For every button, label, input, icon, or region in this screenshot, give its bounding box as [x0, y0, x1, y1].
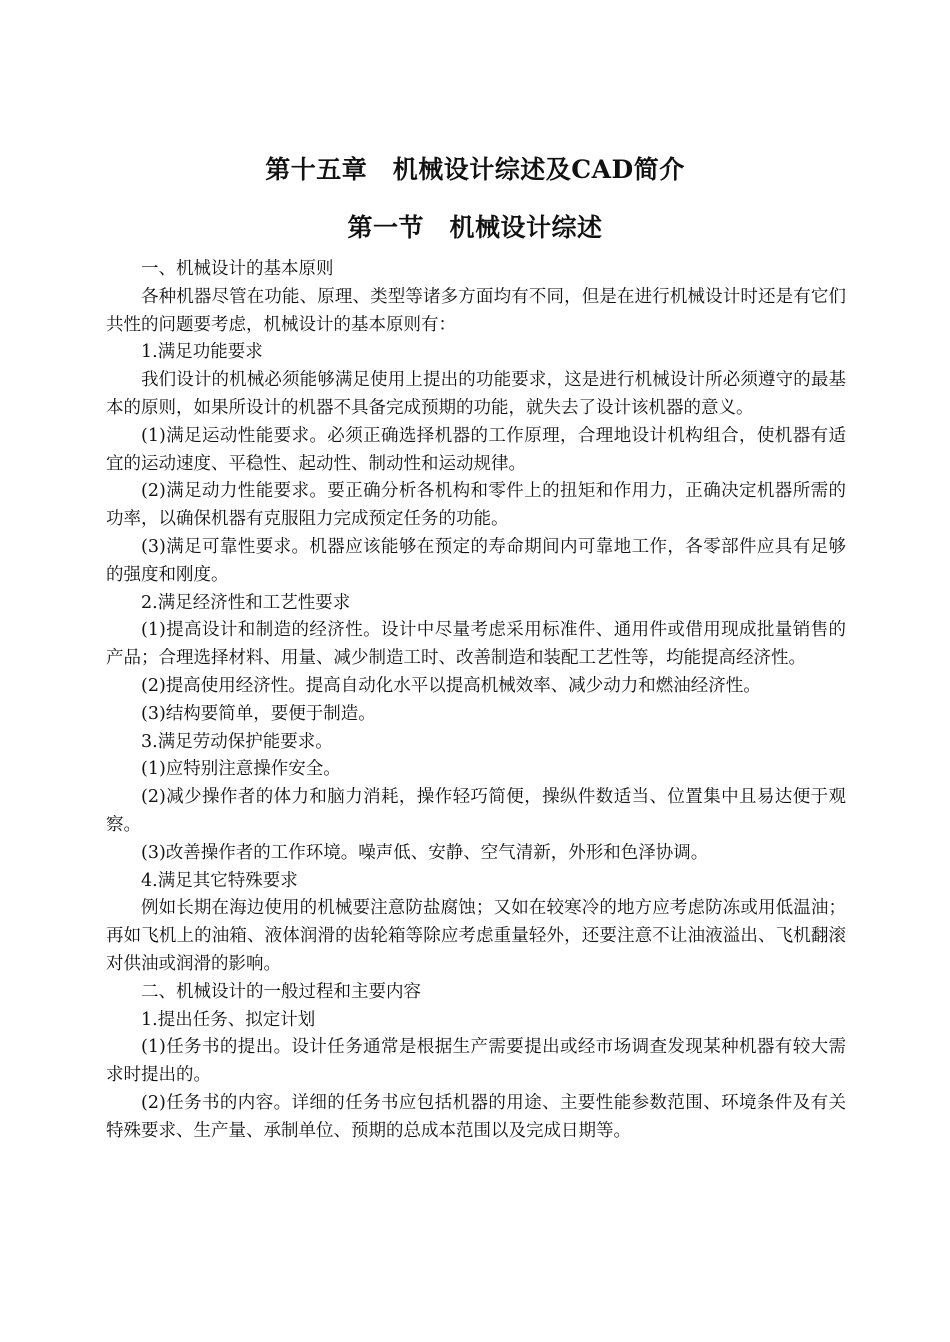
list-item: (3)改善操作者的工作环境。噪声低、安静、空气清新，外形和色泽协调。 [141, 842, 709, 863]
list-item: (3)结构要简单，要便于制造。 [141, 703, 376, 724]
heading-design-process: 二、机械设计的一般过程和主要内容 [141, 981, 421, 1002]
subheading-task-plan: 1.提出任务、拟定计划 [141, 1009, 316, 1030]
subheading-labor-protection: 3.满足劳动保护能要求。 [141, 731, 333, 752]
list-item: (2)满足动力性能要求。要正确分析各机构和零件上的扭矩和作用力，正确决定机器所需的功率，以确保机器有克服阻力完成预定任务的功能。 [106, 481, 846, 530]
list-item: (1)任务书的提出。设计任务通常是根据生产需要提出或经市场调查发现某种机器有较大需求时提出的。 [106, 1037, 846, 1086]
body-text [106, 256, 846, 1146]
list-item: (2)减少操作者的体力和脑力消耗，操作轻巧简便，操纵件数适当、位置集中且易达便于观察。 [106, 787, 846, 835]
list-item: (2)提高使用经济性。提高自动化水平以提高机械效率、减少动力和燃油经济性。 [141, 675, 761, 696]
subheading-function: 1.满足功能要求 [141, 342, 263, 363]
paragraph: 例如长期在海边使用的机械要注意防盐腐蚀；又如在较寒冷的地方应考虑防冻或用低温油；再如飞机上的油箱、液体润滑的齿轮箱等除应考虑重量轻外，还要注意不让油液溢出、飞机翻滚对供油或润滑的影响。 [106, 898, 846, 974]
subheading-economy: 2.满足经济性和工艺性要求 [141, 592, 351, 613]
heading-basic-principles: 一、机械设计的基本原则 [141, 259, 334, 279]
list-item: (3)满足可靠性要求。机器应该能够在预定的寿命期间内可靠地工作，各零部件应具有足够的强度和刚度。 [106, 536, 846, 585]
paragraph: 我们设计的机械必须能够满足使用上提出的功能要求，这是进行机械设计所必须遵守的最基本的原则，如果所设计的机器不具备完成预期的功能，就失去了设计该机器的意义。 [106, 370, 846, 418]
section-title: 第一节 机械设计综述 [347, 213, 603, 242]
paragraph: 各种机器尽管在功能、原理、类型等诸多方面均有不同，但是在进行机械设计时还是有它们共性的问题要考虑，机械设计的基本原则有： [106, 286, 846, 335]
list-item: (1)应特别注意操作安全。 [141, 759, 341, 780]
list-item: (2)任务书的内容。详细的任务书应包括机器的用途、主要性能参数范围、环境条件及有关特殊要求、生产量、承制单位、预期的总成本范围以及完成日期等。 [106, 1092, 846, 1141]
list-item: (1)满足运动性能要求。必须正确选择机器的工作原理，合理地设计机构组合，使机器有适宜的运动速度、平稳性、起动性、制动性和运动规律。 [106, 425, 846, 474]
subheading-special: 4.满足其它特殊要求 [141, 870, 298, 891]
list-item: (1)提高设计和制造的经济性。设计中尽量考虑采用标准件、通用件或借用现成批量销售的产品；合理选择材料、用量、减少制造工时、改善制造和装配工艺性等，均能提高经济性。 [106, 620, 846, 669]
chapter-title: 第十五章 机械设计综述及CAD简介 [265, 155, 685, 184]
